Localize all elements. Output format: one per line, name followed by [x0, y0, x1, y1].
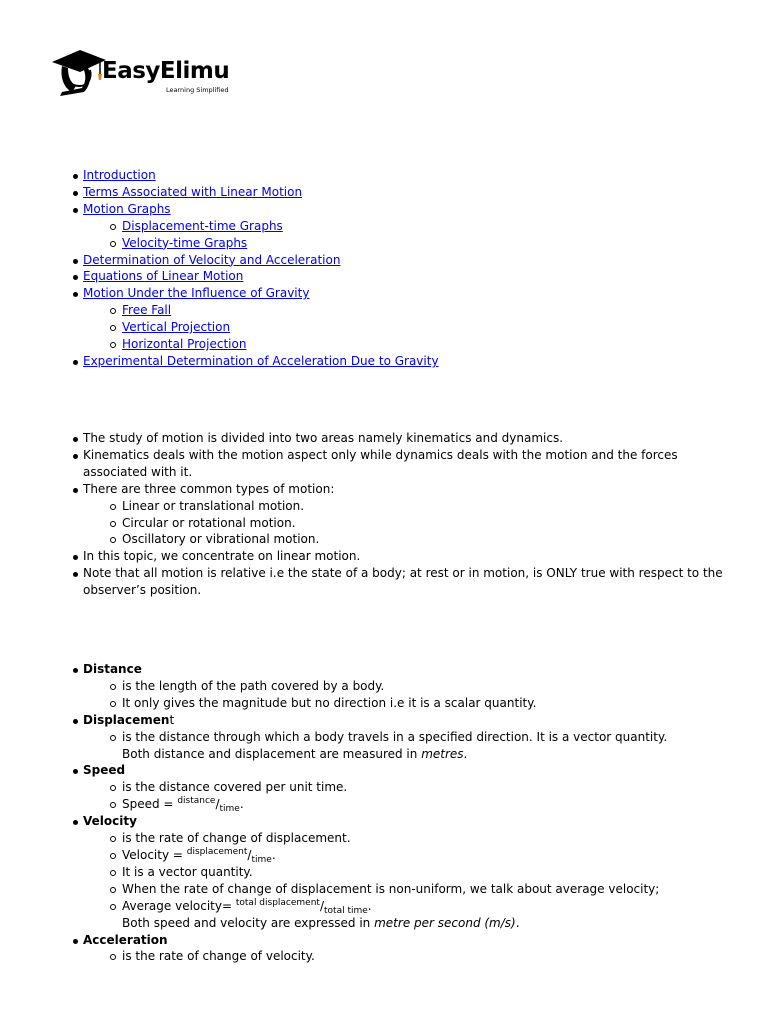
list-item: In this topic, we concentrate on linear motion. [70, 548, 738, 565]
note-suffix: . [463, 746, 468, 761]
term-acceleration [70, 932, 738, 966]
term-heading: Distance [83, 662, 142, 676]
formula-denominator: time [251, 854, 272, 865]
toc-subitem [109, 319, 439, 336]
introduction-list [70, 430, 738, 599]
table-of-contents [70, 167, 439, 370]
list-subitem: It only gives the magnitude but no direction i.e it is a scalar quantity. [109, 695, 738, 712]
toc-link-vertical-projection[interactable]: Vertical Projection [122, 320, 231, 335]
toc-link-displacement-time[interactable]: Displacement-time Graphs [122, 218, 283, 233]
list-item: Kinematics deals with the motion aspect only while dynamics deals with the motion and the forces associated with it. [70, 447, 738, 481]
toc-sublist [109, 302, 439, 353]
toc-link-velocity-time[interactable]: Velocity-time Graphs [122, 235, 248, 250]
toc-item [70, 201, 439, 252]
list-subitem: is the rate of change of velocity. [109, 948, 738, 965]
brand-tagline: Learning Simplified [166, 86, 229, 94]
toc-item [70, 184, 439, 201]
formula-lhs: Velocity = [122, 847, 187, 862]
toc-item [70, 167, 439, 184]
toc-link-gravity[interactable]: Motion Under the Influence of Gravity [83, 286, 310, 301]
formula-numerator: total displacement [235, 897, 320, 908]
easyelimu-logo[interactable] [50, 46, 250, 100]
term-points [109, 729, 738, 763]
formula-denominator: total time [324, 905, 368, 916]
formula-numerator: distance [177, 796, 216, 807]
term-points [109, 948, 738, 965]
average-velocity-formula [109, 898, 738, 932]
term-points [109, 779, 738, 813]
list-subitem-text: is the distance through which a body travels in a specified direction. It is a vector quantity. [122, 729, 668, 744]
formula-separator: / [319, 898, 324, 913]
brand-name: EasyElimu [102, 58, 230, 84]
toc-item [70, 268, 439, 285]
term-heading: Speed [83, 763, 126, 778]
toc-link-horizontal-projection[interactable]: Horizontal Projection [122, 337, 247, 352]
list-subitem: is the length of the path covered by a body. [109, 678, 738, 695]
velocity-formula [109, 847, 738, 864]
term-points [109, 830, 738, 931]
motion-types-list [109, 498, 738, 549]
term-heading: Displacemen [83, 712, 170, 727]
toc-link-free-fall[interactable]: Free Fall [122, 303, 172, 318]
term-displacement [70, 712, 738, 763]
measurement-note [122, 915, 738, 932]
list-item-text: There are three common types of motion: [83, 481, 335, 496]
term-points [109, 678, 738, 712]
list-item: Note that all motion is relative i.e the state of a body; at rest or in motion, is ONLY true with respect to the observer’s position. [70, 565, 738, 599]
terms-list [70, 661, 738, 965]
toc-link-determination[interactable]: Determination of Velocity and Acceleration [83, 252, 341, 267]
list-subitem: When the rate of change of displacement is non-uniform, we talk about average velocity; [109, 881, 738, 898]
formula-lhs: Speed = [122, 797, 178, 812]
term-speed [70, 762, 738, 813]
note-suffix: . [515, 915, 520, 930]
toc-link-equations[interactable]: Equations of Linear Motion [83, 269, 244, 284]
term-velocity [70, 813, 738, 931]
formula-end: . [367, 898, 372, 913]
toc-subitem [109, 336, 439, 353]
term-heading: Velocity [83, 814, 137, 829]
formula-end: . [239, 797, 244, 812]
toc-link-experimental[interactable]: Experimental Determination of Acceleration Due to Gravity [83, 353, 439, 368]
list-subitem: is the distance covered per unit time. [109, 779, 738, 796]
list-item: The study of motion is divided into two areas namely kinematics and dynamics. [70, 430, 738, 447]
toc-subitem [109, 302, 439, 319]
toc-link-terms[interactable]: Terms Associated with Linear Motion [83, 184, 303, 199]
toc-item [70, 252, 439, 269]
formula-separator: / [247, 847, 252, 862]
term-distance [70, 661, 738, 712]
toc-sublist [109, 218, 439, 252]
list-subitem: Oscillatory or vibrational motion. [109, 531, 738, 548]
graduate-cap-icon [50, 46, 110, 100]
note-unit: metres [421, 746, 464, 761]
list-subitem: Linear or translational motion. [109, 498, 738, 515]
note-prefix: Both speed and velocity are expressed in [122, 915, 375, 930]
formula-end: . [271, 847, 276, 862]
toc-subitem [109, 235, 439, 252]
list-subitem: Circular or rotational motion. [109, 515, 738, 532]
formula-lhs: Average velocity= [122, 898, 236, 913]
toc-link-introduction[interactable]: Introduction [83, 168, 156, 182]
toc-link-motion-graphs[interactable]: Motion Graphs [83, 201, 171, 216]
note-unit: metre per second (m/s) [374, 915, 516, 930]
formula-denominator: time [219, 804, 240, 815]
term-heading: Acceleration [83, 932, 168, 947]
list-subitem: It is a vector quantity. [109, 864, 738, 881]
measurement-note [122, 746, 738, 763]
toc-subitem [109, 218, 439, 235]
speed-formula [109, 796, 738, 813]
formula-separator: / [215, 797, 220, 812]
toc-item [70, 285, 439, 353]
term-heading-tail: t [169, 712, 175, 727]
list-item [70, 481, 738, 549]
toc-item [70, 353, 439, 370]
list-subitem [109, 729, 738, 763]
list-subitem: is the rate of change of displacement. [109, 830, 738, 847]
formula-numerator: displacement [186, 846, 248, 857]
note-prefix: Both distance and displacement are measured in [122, 746, 422, 761]
